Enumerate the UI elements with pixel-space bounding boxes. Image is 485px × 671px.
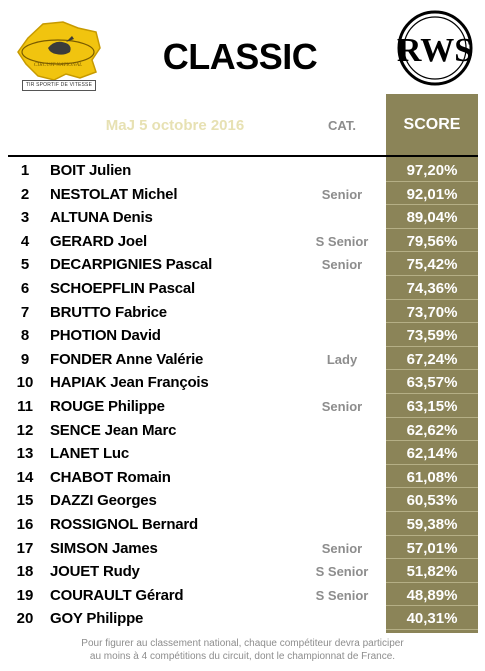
score-cell: 62,14% — [406, 445, 458, 463]
name-cell: PHOTION David — [50, 327, 161, 345]
name-cell: HAPIAK Jean François — [50, 374, 209, 392]
category-cell: Senior — [321, 257, 363, 273]
score-header: SCORE — [403, 116, 461, 133]
name-cell: SIMSON James — [50, 539, 158, 557]
category-cell: Senior — [321, 398, 363, 414]
rank-cell: 1 — [20, 162, 30, 179]
category-cell: Senior — [321, 540, 363, 556]
name-cell: BOIT Julien — [50, 162, 132, 179]
table-row — [0, 229, 485, 253]
table-row — [0, 276, 485, 300]
footnote-line-2: au moins à 4 compétitions du circuit, dont le championnat de France. — [89, 651, 396, 662]
logo-caption: TIR SPORTIF DE VITESSE — [22, 80, 96, 91]
table-row — [0, 205, 485, 229]
score-cell: 61,08% — [406, 468, 458, 486]
rank-cell: 9 — [20, 350, 30, 368]
svg-text:RWS: RWS — [396, 32, 474, 69]
rank-cell: 7 — [20, 303, 30, 321]
score-cell: 59,38% — [406, 515, 458, 533]
rank-cell: 4 — [20, 232, 30, 250]
name-cell: FONDER Anne Valérie — [50, 350, 204, 368]
rank-cell: 10 — [16, 374, 34, 392]
category-cell: S Senior — [315, 564, 369, 580]
rank-cell: 14 — [16, 468, 34, 486]
name-cell: GOY Philippe — [50, 610, 144, 628]
name-cell: ROSSIGNOL Bernard — [50, 515, 199, 533]
category-header: CAT. — [328, 118, 356, 133]
circuit-national-logo — [8, 18, 108, 88]
footnote — [40, 637, 445, 663]
rank-cell: 6 — [20, 279, 30, 297]
category-cell: S Senior — [315, 587, 369, 603]
name-cell: DAZZI Georges — [50, 492, 157, 510]
rank-cell: 8 — [20, 327, 30, 345]
score-cell: 57,01% — [406, 539, 458, 557]
name-cell: ROUGE Philippe — [50, 397, 165, 415]
score-cell: 74,36% — [406, 279, 458, 297]
footnote-line-1: Pour figurer au classement national, chaque compétiteur devra participer — [81, 638, 404, 649]
table-row — [0, 323, 485, 347]
score-cell: 92,01% — [406, 185, 458, 203]
score-cell: 73,59% — [406, 327, 458, 345]
score-cell: 79,56% — [406, 232, 458, 250]
name-cell: GERARD Joel — [50, 232, 147, 250]
table-row — [0, 182, 485, 206]
rws-logo — [392, 8, 478, 88]
table-row — [0, 559, 485, 583]
rank-cell: 5 — [20, 256, 30, 274]
page-title: CLASSIC — [162, 36, 318, 77]
rank-cell: 13 — [16, 445, 34, 463]
row-divider — [386, 629, 478, 630]
header-divider — [8, 155, 478, 157]
name-cell: COURAULT Gérard — [50, 586, 184, 604]
score-cell: 73,70% — [406, 303, 458, 321]
rank-cell: 20 — [16, 610, 34, 628]
table-row — [0, 394, 485, 418]
category-cell: Lady — [326, 351, 358, 367]
table-row — [0, 252, 485, 276]
table-row — [0, 583, 485, 607]
name-cell: JOUET Rudy — [50, 563, 140, 581]
name-cell: NESTOLAT Michel — [50, 185, 178, 203]
category-cell: Senior — [321, 186, 363, 202]
table-row — [0, 512, 485, 536]
table-row — [0, 488, 485, 512]
score-cell: 48,89% — [406, 586, 458, 604]
rank-cell: 12 — [16, 421, 34, 439]
score-cell: 89,04% — [406, 209, 458, 227]
score-cell: 97,20% — [406, 162, 458, 179]
update-date: MaJ 5 octobre 2016 — [105, 117, 245, 134]
rank-cell: 15 — [16, 492, 34, 510]
category-cell: S Senior — [315, 233, 369, 249]
rank-cell: 2 — [20, 185, 30, 203]
name-cell: BRUTTO Fabrice — [50, 303, 167, 321]
score-cell: 75,42% — [406, 256, 458, 274]
table-row — [0, 347, 485, 371]
svg-text:CIRCUIT NATIONAL: CIRCUIT NATIONAL — [33, 62, 83, 68]
name-cell: SCHOEPFLIN Pascal — [50, 279, 195, 297]
rank-cell: 3 — [20, 209, 30, 227]
table-row — [0, 441, 485, 465]
name-cell: CHABOT Romain — [50, 468, 171, 486]
rank-cell: 16 — [16, 515, 34, 533]
rank-cell: 18 — [16, 563, 34, 581]
rank-cell: 19 — [16, 586, 34, 604]
table-row — [0, 370, 485, 394]
name-cell: LANET Luc — [50, 445, 130, 463]
rank-cell: 17 — [16, 539, 34, 557]
name-cell: ALTUNA Denis — [50, 209, 153, 227]
ranking-table — [0, 158, 485, 630]
table-row — [0, 465, 485, 489]
rank-cell: 11 — [17, 397, 33, 415]
score-cell: 67,24% — [406, 350, 458, 368]
name-cell: SENCE Jean Marc — [50, 421, 177, 439]
table-row — [0, 606, 485, 630]
table-row — [0, 418, 485, 442]
name-cell: DECARPIGNIES Pascal — [50, 256, 213, 274]
score-cell: 40,31% — [406, 610, 458, 628]
score-cell: 63,15% — [406, 397, 458, 415]
table-row — [0, 300, 485, 324]
table-row — [0, 158, 485, 182]
score-cell: 62,62% — [406, 421, 458, 439]
score-cell: 51,82% — [406, 563, 458, 581]
score-cell: 60,53% — [406, 492, 458, 510]
score-cell: 63,57% — [406, 374, 458, 392]
table-row — [0, 536, 485, 560]
